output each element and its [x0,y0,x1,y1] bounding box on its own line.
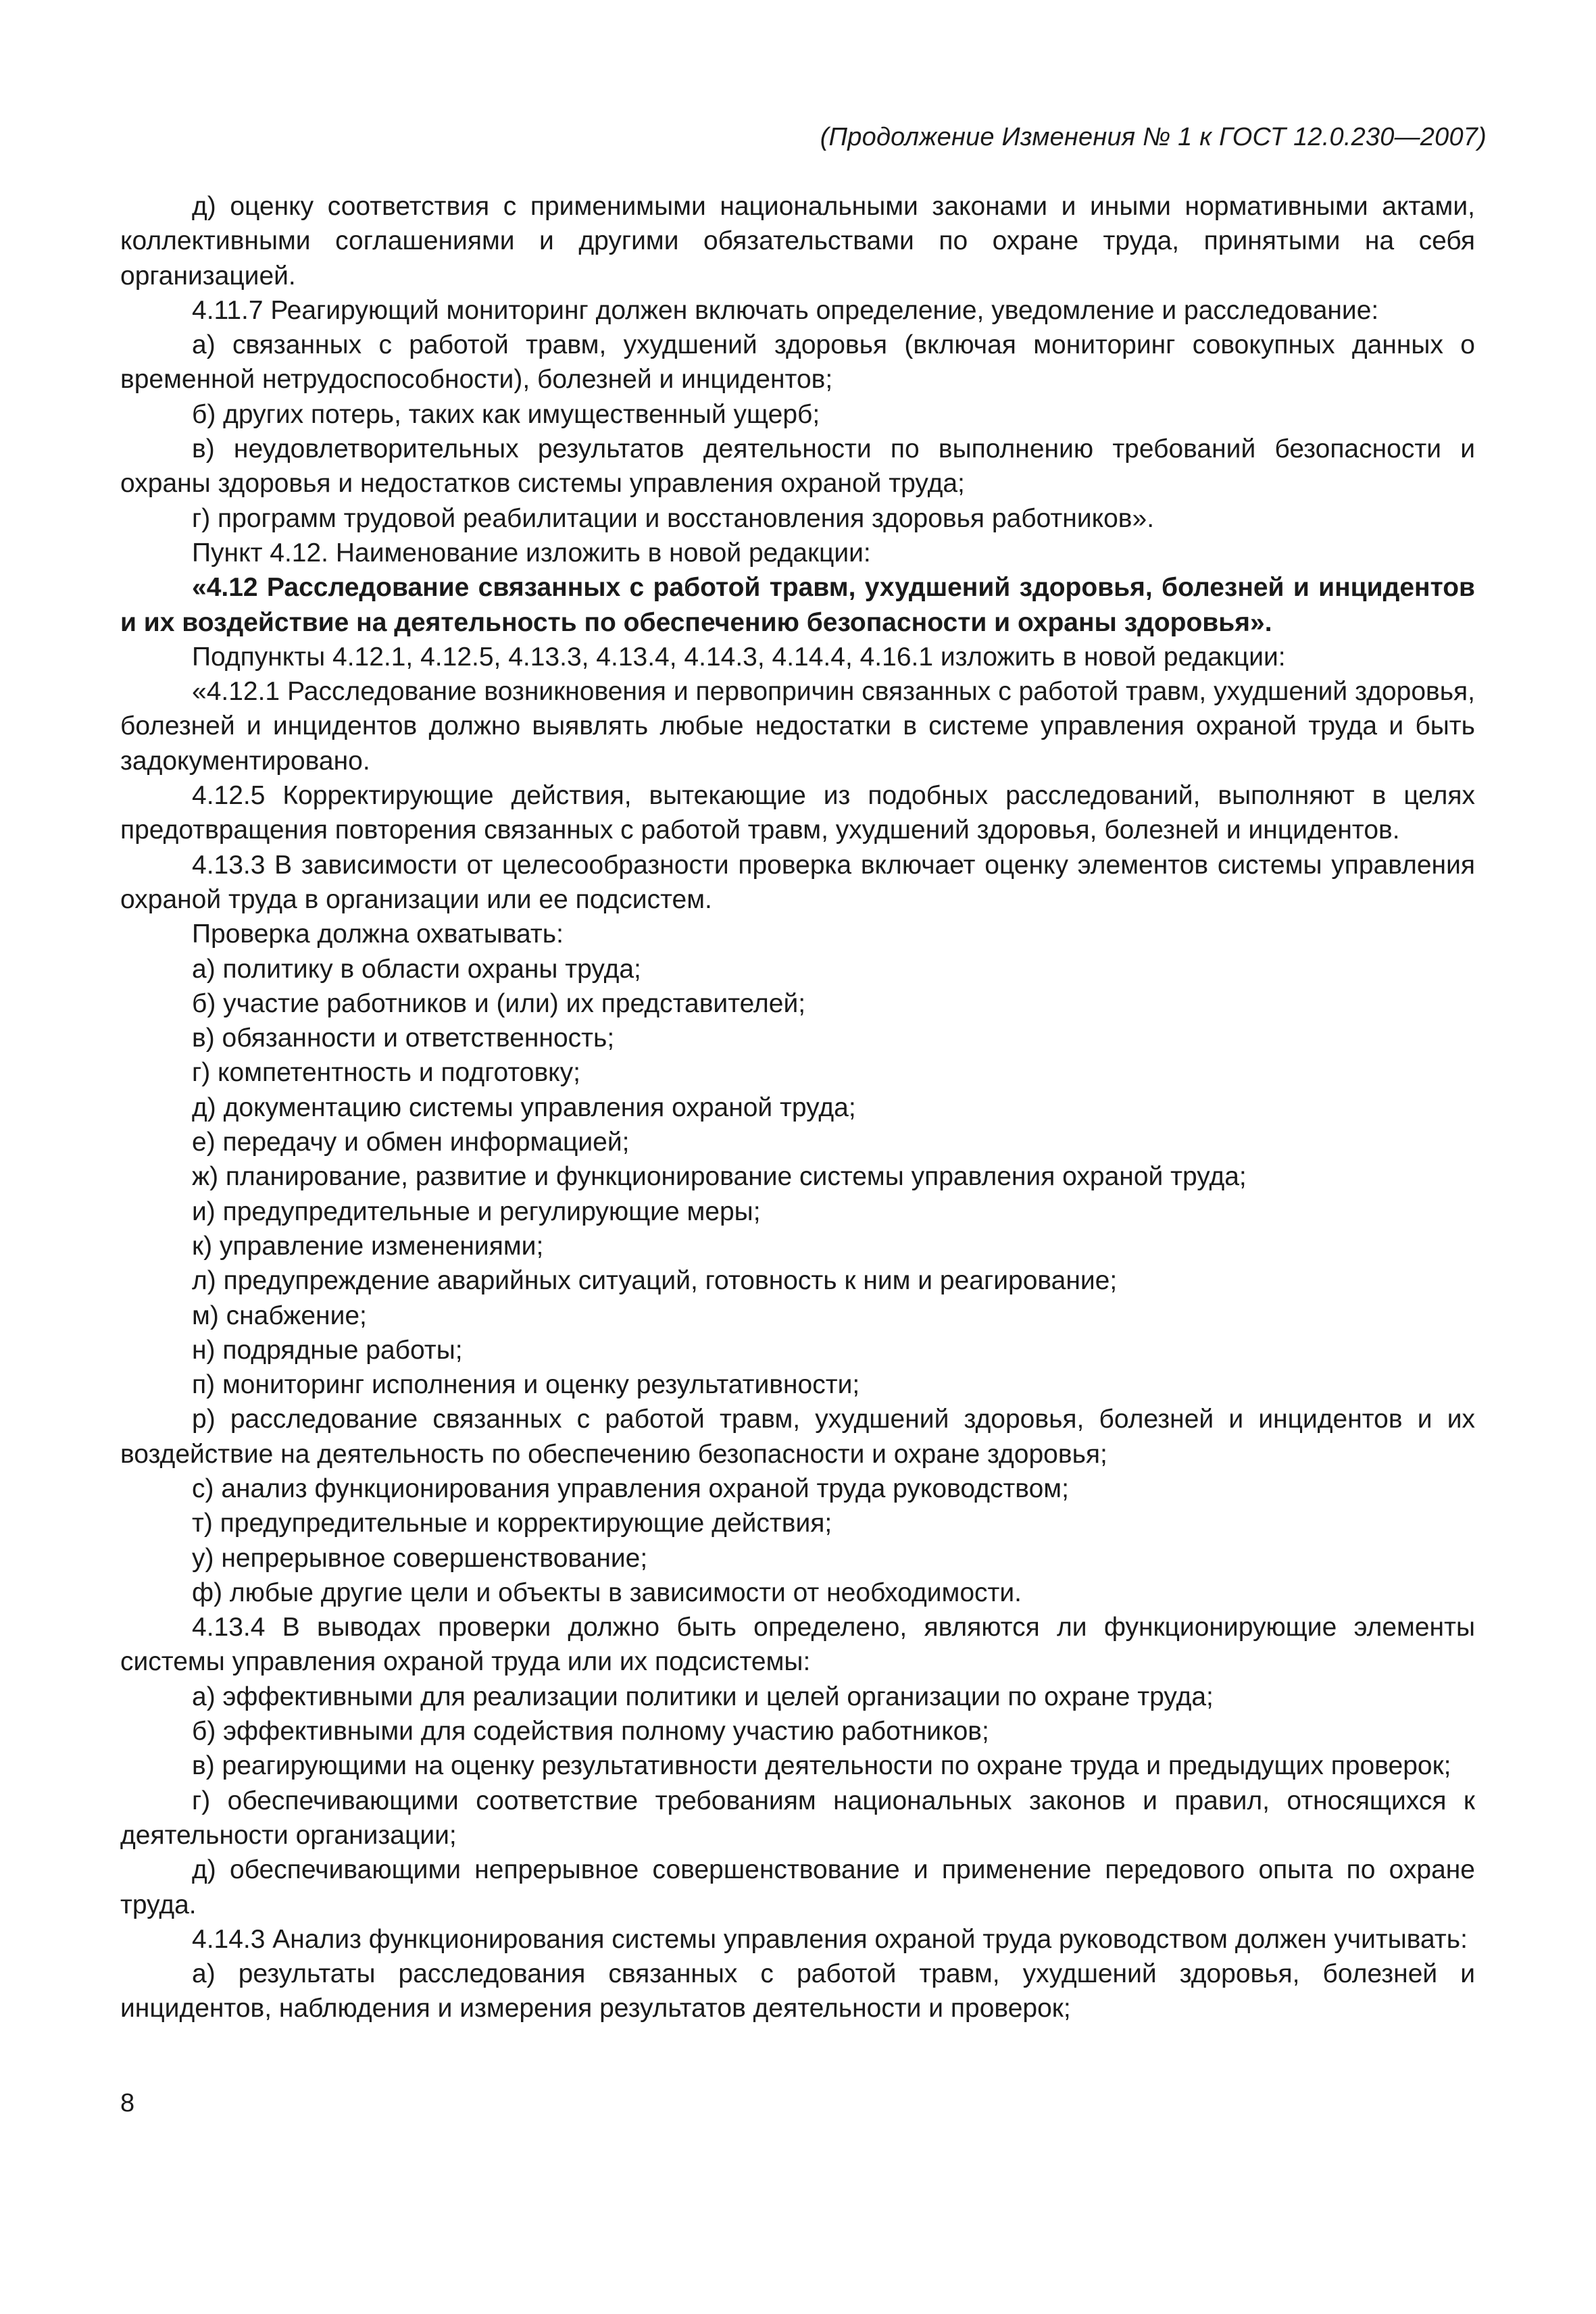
paragraph: и) предупредительные и регулирующие меры; [192,1197,761,1226]
page-number: 8 [120,2089,135,2117]
paragraph: б) участие работников и (или) их представителей; [192,988,806,1018]
paragraph: 4.13.3 В зависимости от целесообразности проверка включает оценку элементов системы управления охраной труда в организации или ее подсистем. [120,850,1475,914]
paragraph: а) результаты расследования связанных с работой травм, ухудшений здоровья, болезней и инцидентов, наблюдения и измерения результатов деятельности и проверок; [120,1959,1475,2023]
paragraph: 4.14.3 Анализ функционирования системы управления охраной труда руководством должен учитывать: [192,1924,1468,1954]
paragraph: д) обеспечивающими непрерывное совершенствование и применение передового опыта по охране труда. [120,1855,1475,1919]
paragraph: ф) любые другие цели и объекты в зависимости от необходимости. [192,1578,1022,1607]
paragraph: р) расследование связанных с работой травм, ухудшений здоровья, болезней и инцидентов и их воздействие на деятельность по обеспечению безопасности и охране здоровья; [120,1405,1475,1469]
paragraph: г) программ трудовой реабилитации и восстановления здоровья работников». [192,503,1155,533]
paragraph: б) эффективными для содействия полному участию работников; [192,1717,989,1746]
paragraph: н) подрядные работы; [192,1335,463,1365]
paragraph: ж) планирование, развитие и функционирование системы управления охраной труда; [192,1162,1247,1192]
paragraph: г) обеспечивающими соответствие требованиям национальных законов и правил, относящихся к деятельности организации; [120,1786,1475,1850]
paragraph: а) связанных с работой травм, ухудшений здоровья (включая мониторинг совокупных данных о временной нетрудоспособности), болезней и инцидентов; [120,330,1475,395]
paragraph: л) предупреждение аварийных ситуаций, готовность к ним и реагирование; [192,1266,1118,1296]
paragraph: д) документацию системы управления охраной труда; [192,1092,856,1122]
paragraph: у) непрерывное совершенствование; [192,1543,648,1573]
paragraph: д) оценку соответствия с применимыми национальными законами и иными нормативными актами, коллективными соглашениями и другими обязательствами по охране труда, принятыми на себя организацией. [120,192,1475,291]
paragraph: в) обязанности и ответственность; [192,1024,615,1053]
paragraph: 4.12.5 Корректирующие действия, вытекающие из подобных расследований, выполняют в целях предотвращения повторения связанных с работой травм, ухудшений здоровья, болезней и инцидентов. [120,781,1475,845]
continuation-header: (Продолжение Изменения № 1 к ГОСТ 12.0.230—2007) [820,123,1487,151]
paragraph: с) анализ функционирования управления охраной труда руководством; [192,1474,1069,1503]
paragraph: т) предупредительные и корректирующие действия; [192,1509,832,1538]
paragraph: Проверка должна охватывать: [192,920,564,949]
paragraph: п) мониторинг исполнения и оценку результативности; [192,1370,860,1400]
paragraph: г) компетентность и подготовку; [192,1058,581,1088]
paragraph: в) неудовлетворительных результатов деятельности по выполнению требований безопасности и охраны здоровья и недостатков системы управления охраной труда; [120,434,1475,499]
paragraph: «4.12.1 Расследование возникновения и первопричин связанных с работой травм, ухудшений здоровья, болезней и инцидентов должно выявлять любые недостатки в системе управления охраной труда и быть задокументировано. [120,677,1475,776]
paragraph: в) реагирующими на оценку результативности деятельности по охране труда и предыдущих проверок; [192,1751,1451,1781]
paragraph: а) эффективными для реализации политики и целей организации по охране труда; [192,1682,1214,1711]
paragraph: 4.13.4 В выводах проверки должно быть определено, являются ли функционирующие элементы системы управления охраной труда или их подсистемы: [120,1613,1475,1677]
paragraph: Подпункты 4.12.1, 4.12.5, 4.13.3, 4.13.4, 4.14.3, 4.14.4, 4.16.1 изложить в новой редакции: [192,642,1286,672]
paragraph: «4.12 Расследование связанных с работой травм, ухудшений здоровья, болезней и инцидентов и их воздействие на деятельность по обеспечению безопасности и охраны здоровья». [120,573,1475,637]
paragraph: а) политику в области охраны труда; [192,954,641,984]
paragraph: б) других потерь, таких как имущественный ущерб; [192,399,820,429]
paragraph: е) передачу и обмен информацией; [192,1128,630,1157]
paragraph: Пункт 4.12. Наименование изложить в новой редакции: [192,538,871,568]
paragraph: м) снабжение; [192,1301,367,1330]
paragraph: 4.11.7 Реагирующий мониторинг должен включать определение, уведомление и расследование: [192,295,1379,325]
document-body [120,189,1475,2026]
paragraph: к) управление изменениями; [192,1231,544,1261]
